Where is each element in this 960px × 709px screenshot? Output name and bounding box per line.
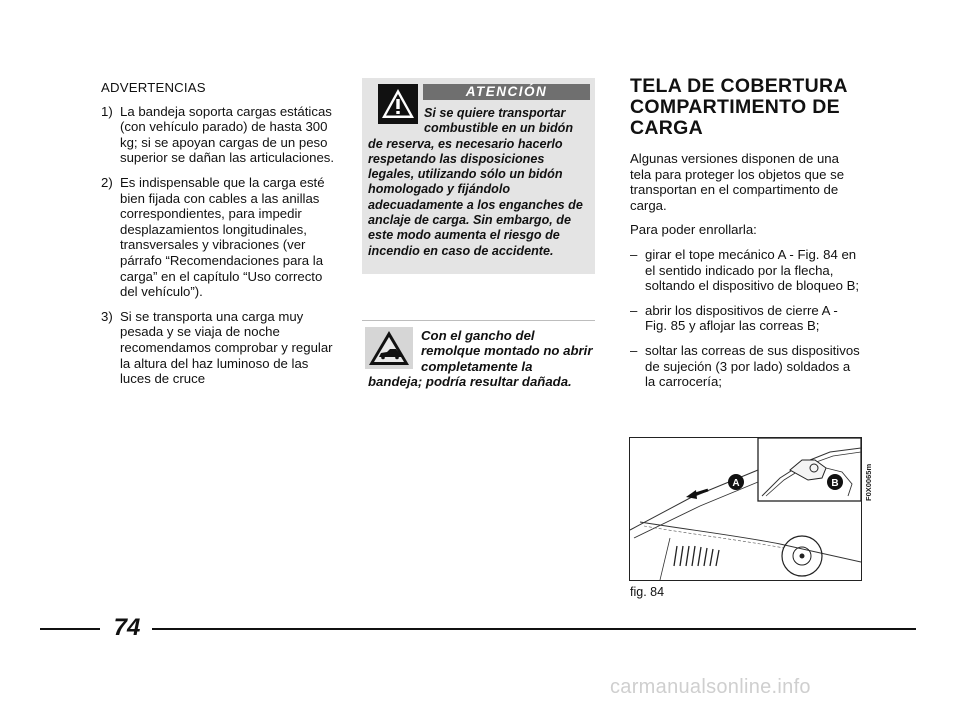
page-number: 74	[113, 614, 141, 641]
step-item	[630, 303, 862, 334]
step-text: girar el tope mecánico A - Fig. 84 en el sentido indicado por la flecha, soltando el dispositivo de bloqueo B;	[645, 246, 860, 294]
advertencia-item	[101, 175, 339, 300]
step-item	[630, 343, 862, 390]
cargo-cover-illustration	[630, 438, 861, 580]
advertencia-item	[101, 309, 339, 387]
item-text: Es indispensable que la carga esté bien fijada con cables a las anillas correspondientes, para impedir desplazamientos longitudinales, transversales y vibraciones (ver párrafo “Recomendaciones para la carga” en el capítulo “Uso correcto del vehículo”).	[120, 174, 325, 300]
callout-b-label: B	[831, 478, 839, 489]
warning-text-rest: de reserva, es necesario hacerlo respetando las disposiciones legales, utilizando sólo un bidón homologado y fijándolo adecuadamente a los enganches de anclaje de carga. Sin embargo, de este modo aumenta el riesgo de incendio en caso de accidente.	[368, 136, 583, 258]
section-title: TELA DE COBERTURA COMPARTIMENTO DE CARGA	[630, 75, 848, 139]
step-text: soltar las correas de sus dispositivos de sujeción (3 por lado) soldados a la carrocería;	[645, 342, 860, 390]
watermark: carmanualsonline.info	[610, 676, 811, 698]
warning-text	[368, 106, 594, 259]
item-number: 2)	[101, 174, 113, 190]
right-column	[630, 76, 862, 399]
step-text: abrir los dispositivos de cierre A - Fig. 85 y aflojar las correas B;	[645, 302, 838, 334]
figure-84	[629, 437, 862, 581]
advertencias-column	[101, 80, 339, 396]
intro-paragraph: Algunas versiones disponen de una tela para proteger los objetos que se transportan en el compartimento de carga.	[630, 151, 845, 213]
figure-code	[862, 441, 874, 501]
item-number: 3)	[101, 308, 113, 324]
caution-text-indented: Con el gancho del remolque montado no abrir completamente la	[421, 328, 593, 374]
item-number: 1)	[101, 103, 113, 119]
item-text: La bandeja soporta cargas estáticas (con vehículo parado) de hasta 300 kg; si se apoyan cargas de un peso superior se dañan las articulaciones.	[120, 103, 335, 166]
advertencia-item	[101, 104, 339, 166]
caution-box	[362, 320, 595, 411]
step-item	[630, 247, 862, 294]
callout-a-label: A	[732, 478, 740, 489]
figure-caption: fig. 84	[630, 585, 665, 599]
caution-text	[368, 328, 594, 390]
step-dash: –	[630, 342, 638, 358]
footer-rule-right	[152, 628, 916, 630]
step-dash: –	[630, 302, 638, 318]
footer-rule-left	[40, 628, 100, 630]
figure-code-text: F0X0065m	[864, 463, 873, 501]
step-dash: –	[630, 246, 638, 262]
atencion-warning-box	[362, 78, 595, 274]
atencion-label: ATENCIÓN	[423, 84, 590, 100]
warning-text-indented: Si se quiere transportar combustible en un bidón	[424, 106, 574, 136]
advertencias-heading: ADVERTENCIAS	[101, 80, 206, 95]
caution-text-rest: bandeja; podría resultar dañada.	[368, 374, 572, 390]
item-text: Si se transporta una carga muy pesada y se viaja de noche recomendamos comprobar y regular la altura del haz luminoso de las luces de cruce	[120, 308, 333, 387]
lead-paragraph: Para poder enrollarla:	[630, 222, 757, 238]
